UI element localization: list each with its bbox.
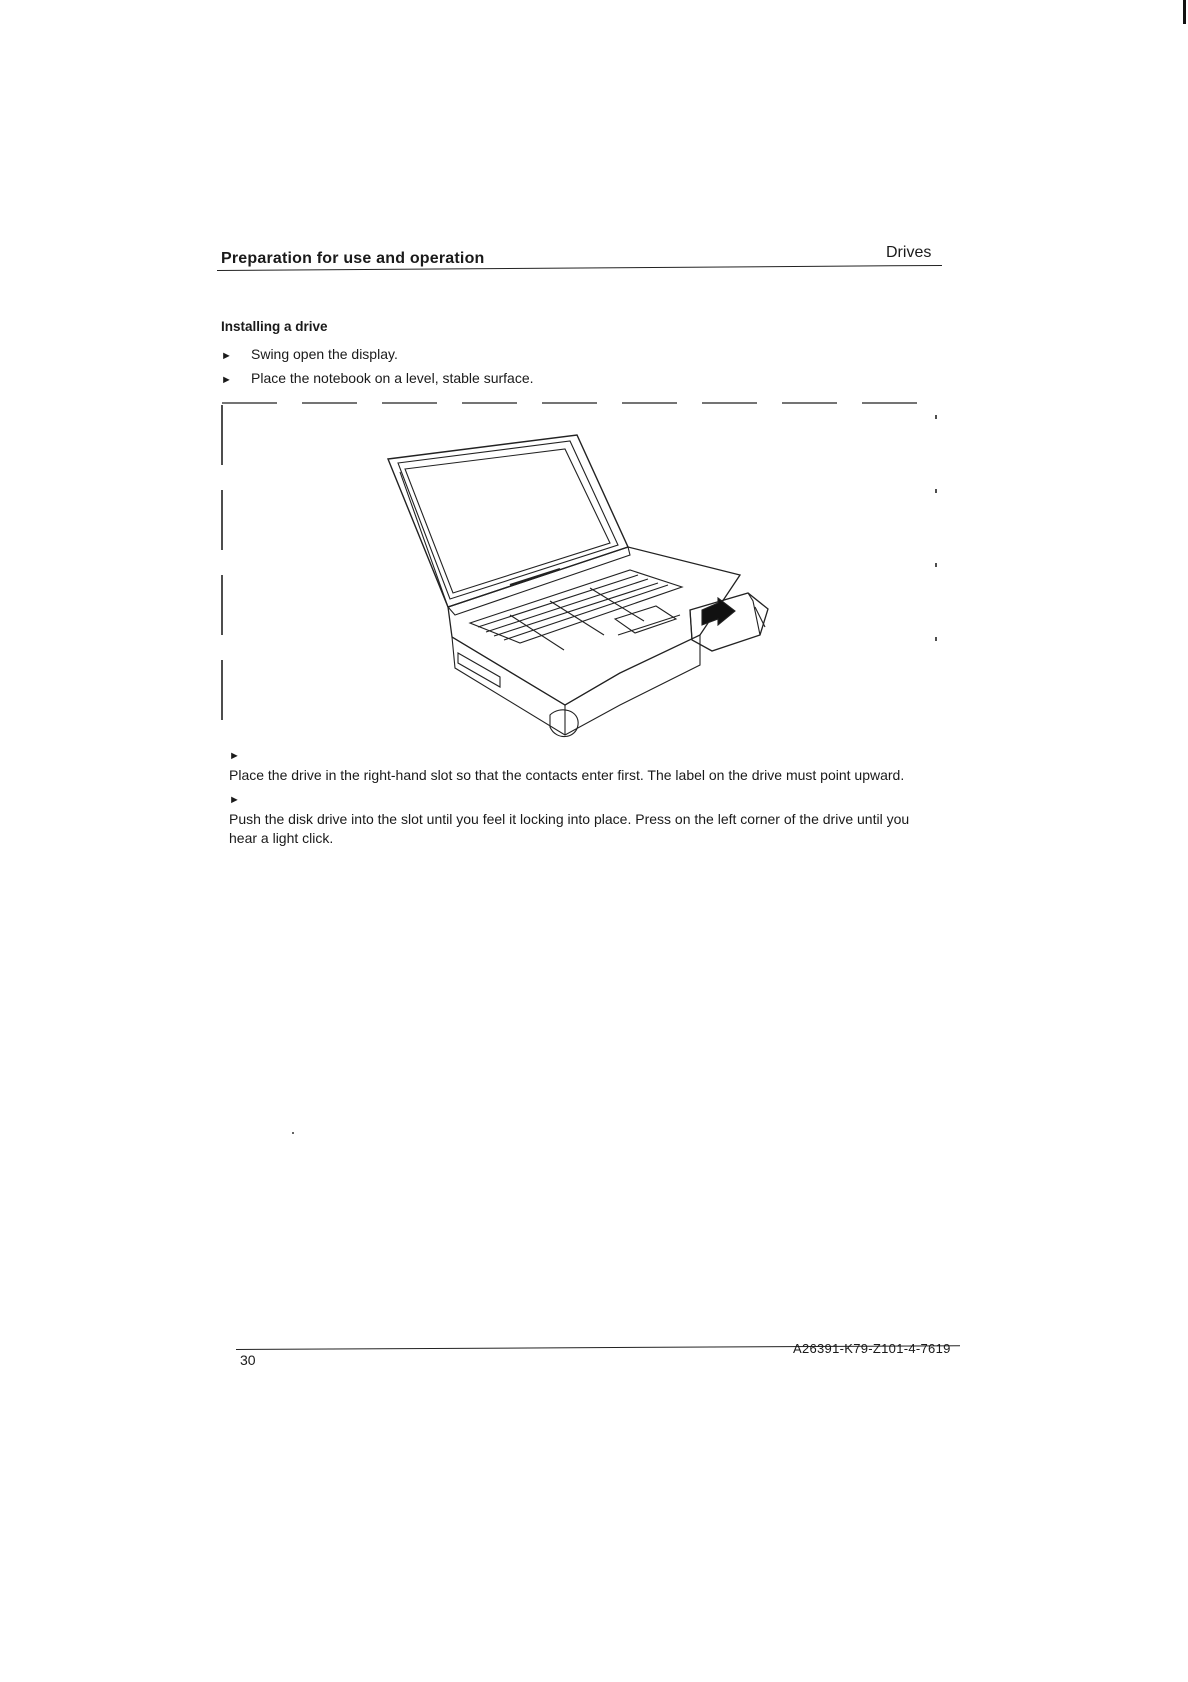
step-text: Swing open the display. <box>251 346 398 362</box>
bullet-arrow-icon: ► <box>229 750 240 762</box>
procedure-title: Installing a drive <box>221 319 328 334</box>
bullet-arrow-icon: ► <box>221 374 232 386</box>
step-text: Push the disk drive into the slot until you feel it locking into place. Press on the left corner of the drive until you hear a light click. <box>229 811 910 846</box>
notebook-with-drive-icon <box>220 395 940 745</box>
page-number: 30 <box>240 1352 256 1368</box>
step-text: Place the drive in the right-hand slot so that the contacts enter first. The label on the drive must point upward. <box>229 767 905 783</box>
bullet-arrow-icon: ► <box>221 350 232 362</box>
drive-installation-figure <box>220 395 940 745</box>
step-item <box>221 345 398 366</box>
chapter-title: Preparation for use and operation <box>221 250 485 267</box>
step-item <box>221 369 534 390</box>
scan-edge-mark <box>1183 0 1186 24</box>
section-title: Drives <box>886 244 932 261</box>
document-code: A26391-K79-Z101-4-7619 <box>793 1341 951 1356</box>
step-text: Place the notebook on a level, stable surface. <box>251 370 534 386</box>
bullet-arrow-icon: ► <box>229 794 240 806</box>
step-item <box>229 789 949 848</box>
step-item <box>229 745 949 785</box>
scan-speck <box>292 1132 294 1134</box>
